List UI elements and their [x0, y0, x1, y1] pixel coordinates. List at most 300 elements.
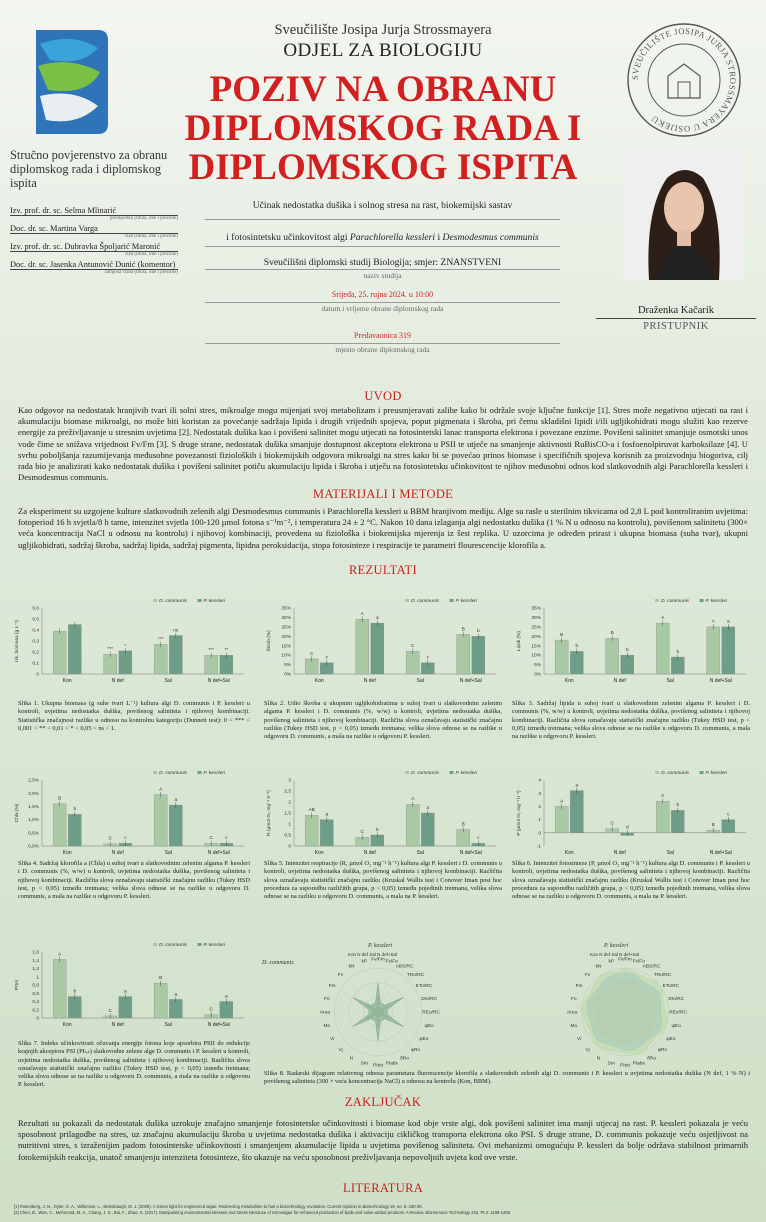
study-label: naziv studija — [363, 271, 402, 280]
bar — [555, 806, 568, 832]
significance-label: B — [58, 796, 62, 802]
radar-legend — [348, 952, 397, 957]
university-name: Sveučilište Josipa Jurja Strossmayera — [274, 22, 492, 38]
y-axis-label: Uk. biomasa (g L⁻¹) — [15, 620, 20, 662]
legend-label: P. kessleri — [705, 599, 728, 604]
bar — [53, 804, 66, 846]
title-text: i fotosintetsku učinkovitost algi — [226, 232, 350, 243]
y-axis-label: Lipidi (%) — [517, 631, 522, 651]
x-tick-label: Kon — [314, 678, 324, 684]
significance-label: C — [108, 836, 112, 842]
significance-label: AB — [308, 808, 315, 814]
chart-biomass — [10, 596, 250, 688]
bar — [621, 655, 634, 674]
significance-label: c — [477, 836, 480, 842]
bar — [169, 999, 182, 1018]
significance-label: b — [676, 649, 680, 655]
reference-2: [2] Chen, B., Wan, C., Mehmood, M. A., Chang, J. S., Bai, F., Zhao, X. (2017). Manipulating environmental stresses and stress tolerance of microalgae for enhanced production of lipids and value-added products: A Review. Bioresource Technology 244, Pt 2: 1198-1206. — [14, 1210, 512, 1216]
caption-3: Slika 3. Sadržaj lipida u suhoj tvari u slatkovodnim zelenim algama P. kessleri i D. communis (%, w/w) u kontroli, uvjetima nedostatka dušika, povišenog saliniteta i njihovoj kombinaciji. Različita slova označavaju statistički značajnu razliku (Tukey HSD test, p < 0,05) između tretmana; velika slova odnose se na razlike u odgovoru D. communis, a mala na razlike u odgovoru P. kessleri. — [512, 700, 750, 741]
y-axis-label: R (µmol O₂ mg⁻¹ h⁻¹) — [267, 790, 272, 836]
study-program: Sveučilišni diplomski studij Biologija; smjer: ZNANSTVENI — [205, 247, 560, 270]
radar-spoke-label: ψEo — [671, 1024, 681, 1030]
member-4 — [10, 260, 178, 275]
bar — [421, 813, 434, 846]
y-axis-label: Chla (%) — [15, 803, 20, 823]
defense-datetime: Srijeda, 25. rujna 2024. u 10:00 — [205, 280, 560, 303]
chart-chlorophyll — [10, 768, 250, 860]
radar-legend-item: Kon — [590, 952, 599, 957]
radar-spoke-label: PIabs — [632, 1061, 645, 1067]
radar-spoke-label: Vj — [338, 1047, 343, 1053]
legend-swatch — [405, 599, 409, 602]
bar — [656, 801, 669, 833]
y-tick-label: 15% — [531, 644, 541, 650]
bar — [53, 631, 66, 674]
y-tick-label: 1,0% — [28, 818, 39, 824]
seal-text: SVEUČILIŠTE JOSIPA JURJA STROSSMAYERA U OSIJEKU — [629, 25, 739, 135]
caption-2: Slika 2. Udio škroba u ukupnim ugljikohidratima u suhoj tvari u slatkovodnim zelenim algama P. kessleri i D. communis (%, w/w) u kontroli, uvjetima nedostatka dušika, povišenog saliniteta i njihovoj kombinaciji. Različita slova označavaju statistički značajnu razliku (Tukey HSD test, p < 0,05) između tretmana; velika slova odnose se na razlike u odgovoru D. communis, a mala na razlike u odgovoru P. kessleri. — [264, 700, 502, 741]
legend-label: P. kessleri — [705, 771, 728, 776]
x-tick-label: N def — [613, 678, 626, 684]
y-axis-label: PItot — [15, 980, 20, 990]
x-tick-label: Sal — [164, 850, 172, 856]
legend-label: P. kessleri — [203, 599, 226, 604]
radar-spoke-label: δRo — [647, 1056, 656, 1062]
bar — [320, 820, 333, 846]
significance-label: a — [174, 797, 178, 803]
legend-label: P. kessleri — [203, 943, 226, 948]
radar-spoke-label: TRo/RC — [406, 973, 425, 979]
radar-spoke-label: φRo — [657, 1047, 668, 1053]
committee-heading: Stručno povjerenstvo za obranu diplomskog rada i diplomskog ispita — [10, 148, 168, 190]
significance-label: d — [625, 825, 629, 831]
y-tick-label: 3 — [538, 791, 541, 797]
legend-swatch — [153, 599, 157, 602]
radar-spoke-label: Fm — [328, 984, 336, 989]
x-tick-label: N def — [111, 678, 124, 684]
x-tick-label: Kon — [314, 850, 324, 856]
section-zakljucak-title: ZAKLJUČAK — [344, 1095, 422, 1109]
bar — [154, 983, 167, 1018]
y-tick-label: 1,4 — [32, 958, 39, 964]
radar-spoke-label: ETo/RC — [415, 984, 433, 989]
y-tick-label: 0 — [36, 672, 39, 678]
x-tick-label: Sal — [164, 678, 172, 684]
bar — [356, 619, 369, 674]
y-tick-label: 5% — [284, 663, 291, 669]
y-tick-label: 20% — [281, 634, 291, 640]
significance-label: a — [726, 619, 730, 625]
significance-label: a — [325, 812, 329, 818]
thesis-title-line-2 — [205, 220, 560, 247]
significance-label: b — [575, 644, 579, 650]
legend-label: D. communis — [411, 599, 440, 604]
x-tick-label: Sal — [666, 678, 674, 684]
radar-spoke-label: N — [349, 1056, 354, 1062]
legend-label: D. communis — [159, 599, 188, 604]
y-tick-label: 2,5% — [28, 778, 39, 784]
bar — [119, 651, 132, 674]
radar-chart-dcommunis — [258, 940, 498, 1068]
bar — [205, 655, 218, 674]
significance-label: A — [711, 619, 715, 625]
radar-spoke-label: Vi — [330, 1037, 335, 1042]
significance-label: a — [123, 989, 127, 995]
y-tick-label: 15% — [281, 644, 291, 650]
significance-label: C — [410, 644, 415, 650]
legend-label: D. communis — [661, 771, 690, 776]
legend-swatch — [198, 599, 202, 602]
bar — [406, 804, 419, 846]
x-tick-label: Kon — [564, 850, 574, 856]
significance-label: A — [661, 793, 665, 799]
bar — [371, 623, 384, 674]
radar-spoke-label: Area — [566, 1010, 578, 1016]
radar-spoke-label: φRo — [410, 1047, 421, 1053]
significance-label: a — [174, 992, 178, 998]
significance-label: b — [73, 807, 77, 813]
bar — [555, 640, 568, 674]
radar-spoke-label: PItot — [373, 1063, 383, 1068]
y-tick-label: 25% — [531, 625, 541, 631]
radar-spoke-label: Fv — [337, 973, 344, 979]
y-axis-label: P (µmol O₂ mg⁻¹ h⁻¹) — [517, 790, 522, 836]
department-name: ODJEL ZA BIOLOGIJU — [283, 40, 483, 61]
radar-legend-item: N def+Sal — [619, 952, 639, 957]
member-name: Izv. prof. dr. sc. Dubravka Špoljarić Maronić — [10, 242, 178, 252]
significance-label: C — [209, 836, 213, 842]
bar — [305, 815, 318, 846]
y-tick-label: 0,4 — [32, 1000, 39, 1006]
significance-label: C — [108, 1008, 112, 1014]
significance-label: b — [73, 989, 77, 995]
radar-spoke-label: TRo/RC — [653, 973, 672, 979]
bar — [68, 814, 81, 846]
significance-label: A — [661, 615, 665, 621]
bar — [406, 651, 419, 674]
section-zakljucak-text: Rezultati su pokazali da nedostatak dušika uzrokuje značajno smanjenje fotosintetske učinkovitosti i biomase kod obje vrste algi, dok povišeni salinitet ima manji utjecaj na rast. P. kessleri pokazala je veću sposobnost prilagodbe na stres, uz značajnu akumulaciju škroba u uvjetima nedostatka dušika i aktivaciju cikličkog transporta elektrona oko PSI. S druge strane, D. communis pokazuje veću osjetljivost na nutritivni stres, s izraženijim padom fotosintetske učinkovitosti i smanjenjem akumulacije lipida u uvjetima povišenog saliniteta. Ovi mehanizmi omogućuju P. kessleri da bolje održava stabilnost primarnih fotokemijskih reakcija, unatoč smanjenju intenziteta fotosinteze, što ukazuje na veću sposobnost preživljavanja nepovoljnih uvjeta kod ove vrste. — [18, 1118, 748, 1162]
legend-label: D. communis — [159, 943, 188, 948]
datetime-label: datum i vrijeme obrane diplomskog rada — [321, 304, 444, 313]
significance-label: a — [575, 783, 579, 789]
y-tick-label: 0 — [538, 831, 541, 837]
invitation-title-line-1: POZIV NA OBRANU — [209, 69, 557, 110]
legend-label: D. communis — [661, 599, 690, 604]
radar-spoke-label: Fo — [324, 996, 330, 1002]
section-uvod-text: Kao odgovor na nedostatak hranjivih tvari ili solni stres, mikroalge mogu mijenjati svoj metabolizam i preusmjeravati zalihe kako bi održale svoje ključne funkcije [1]. Stres može negativno utjecati na rast i akumulaciju biomase mikroalgi, no može biti koristan za povećanje sadržaja lipida i drugih vrijednih spojeva, poput pigmenata i škroba, pri čemu skladišni lipidi i/ili ugljikohidrati mogu služiti kao rezerve energije za preživljavanje u stresnim uvjetima [2]. Nedostatak dušika kao i povišeni salinitet mogu utjecati na fotosintetski lanac transporta elektrona i povezane enzime. Povišeni salinitet smanjuje osmotski unos vode čime se snižava vrijednost Fv/Fm [3]. S druge strane, nedostatak dušika smanjuje dostupnost akceptora elektrona u PSII te utječe na smanjenje aktivnosti RuBisCO-a i fosfoenolpiruvat karboksilaze [4]. U svrhu poboljšanja razumijevanja međusobne povezanosti fizioloških i biokemijskih odgovora mikroalgi na stres kako bi se povećao prinos biomase i specifičnih spojeva korisnih za proizvodnju biogoriva, cilj rada bio je analizirati kako nedostatak dušika i povišeni salinitet potiču akumulaciju lipida i škroba i utječu na fotosintetsku učinkovitost te njihov međusobni odnos kod slatkovodnih algi Parachlorella kessleri i Desmodesmus communis. — [18, 405, 748, 483]
bar — [457, 634, 470, 674]
significance-label: a — [426, 805, 430, 811]
radar-spoke-label: PItot — [620, 1063, 630, 1068]
x-tick-label: N def+Sal — [459, 850, 482, 856]
x-tick-label: N def — [613, 850, 626, 856]
radar-spoke-label: Fv/Fo — [632, 959, 645, 965]
bar — [570, 791, 583, 833]
significance-label: C — [309, 651, 314, 657]
radar-spoke-label: REo/RC — [669, 1010, 687, 1016]
y-tick-label: 1 — [538, 818, 541, 824]
member-3 — [10, 242, 178, 257]
y-tick-label: 1,2 — [32, 967, 39, 973]
y-tick-label: 0,0% — [28, 844, 39, 850]
species-1: Parachlorella kessleri — [349, 232, 436, 243]
legend-swatch — [450, 599, 454, 602]
significance-label: ns — [173, 628, 179, 634]
radar-spoke-label: ETo/RC — [662, 984, 680, 989]
chart-respiration — [262, 768, 502, 860]
bar — [220, 655, 233, 674]
significance-label: b — [676, 803, 680, 809]
x-tick-label: Kon — [564, 678, 574, 684]
radar-spoke-label: Sm — [607, 1061, 615, 1067]
bar — [169, 636, 182, 675]
y-tick-label: 10% — [281, 653, 291, 659]
radar-title-right: P. kessleri — [604, 943, 629, 949]
radar-title-left: D. communis — [262, 960, 294, 966]
chart-photosynthesis — [512, 768, 752, 860]
x-tick-label: N def+Sal — [207, 1022, 230, 1028]
radar-title-mid: P. kessleri — [368, 943, 393, 949]
y-tick-label: 35% — [281, 606, 291, 612]
radar-spoke-label: ABS/RC — [395, 964, 414, 970]
radar-spoke-label: ABS/RC — [642, 964, 661, 970]
bar — [707, 627, 720, 674]
legend-swatch — [700, 771, 704, 774]
x-tick-label: N def — [363, 678, 376, 684]
section-uvod-title: UVOD — [364, 389, 402, 403]
radar-spoke-label: kP — [608, 959, 615, 965]
legend-swatch — [700, 599, 704, 602]
significance-label: c — [225, 836, 228, 842]
radar-spoke-label: Mo — [323, 1024, 331, 1030]
defense-room: Predavaonica 319 — [205, 313, 560, 344]
university-seal — [624, 20, 744, 140]
reference-1: [1] Rosenberg, J. N., Oyler, G. A., Wilkinson, L., Betenbaugh, M. J. (2008). A Green light for engineered algae: Redirecting metabolism to fuel a biotechnology revolution. Current Opinion in Biotechnology 19, no. 5: 430-36. — [14, 1204, 423, 1209]
y-tick-label: 0 — [288, 844, 291, 850]
references — [14, 1204, 754, 1216]
bar — [472, 636, 485, 674]
radar-chart-pkessleri — [500, 940, 750, 1068]
radar-legend — [590, 952, 639, 957]
y-tick-label: 2 — [538, 805, 541, 810]
radar-spoke-label: Vj — [585, 1047, 590, 1053]
significance-label: b — [375, 827, 379, 833]
x-tick-label: Sal — [416, 678, 424, 684]
y-tick-label: 0,5% — [28, 831, 39, 837]
legend-swatch — [405, 771, 409, 774]
significance-label: A — [360, 612, 364, 618]
bar — [154, 795, 167, 846]
x-tick-label: N def — [111, 1022, 124, 1028]
caption-5: Slika 5. Intenzitet respiracije (R, µmol O₂ mg⁻¹ h⁻¹) kultura algi P. kessleri i D. communis u kontroli, uvjetima nedostatka dušika, povišenog saliniteta i njihovoj kombinaciji. Različita slova označavaju statistički značajnu razliku (Kruskal Wallis test i Conover Iman post hoc procedura za usporedbu različitih grupa, p < 0,05) između pojedinih tretmana, velika slova odnose se na razliku u odgovoru D. communis, a mala na P. kessleri. — [264, 860, 502, 901]
significance-label: a — [375, 615, 379, 621]
y-tick-label: 0,2 — [32, 650, 39, 656]
bar — [722, 627, 735, 674]
y-tick-label: -1 — [536, 844, 541, 850]
member-name: Doc. dr. sc. Jasenka Antunović Dunić (komentor) — [10, 260, 178, 270]
chart-lipids — [512, 596, 752, 688]
caption-6: Slika 6. Intenzitet fotosinteze (P, µmol O₂ mg⁻¹ h⁻¹) kultura algi D. communis i P. kessleri u kontroli, uvjetima nedostatka dušika, povišenog saliniteta i njihovoj kombinaciji. Različita slova označavaju statistički značajnu razliku (Kruskal Wallis test i Conover Iman post hoc procedura za usporedbu različitih grupa, p < 0,05) između pojedinih tretmana, velika slova odnose se na razliku u odgovoru D. communis, a mala na P. kessleri. — [512, 860, 750, 901]
bar — [671, 810, 684, 832]
y-tick-label: 0,6 — [32, 606, 39, 612]
radar-spoke-label: Fo — [571, 996, 577, 1002]
radar-spoke-label: Fv/Fo — [385, 959, 398, 965]
y-tick-label: 20% — [531, 634, 541, 640]
significance-label: C — [209, 1007, 213, 1013]
y-tick-label: 0,3 — [32, 639, 39, 645]
member-name: Izv. prof. dr. sc. Selma Mlinarić — [10, 206, 178, 216]
radar-legend-item: Sal — [369, 952, 376, 957]
significance-label: A — [159, 787, 163, 793]
significance-label: ** — [224, 648, 229, 654]
section-literatura-title: LITERATURA — [342, 1181, 424, 1195]
y-tick-label: 0,6 — [32, 991, 39, 997]
y-tick-label: 30% — [531, 616, 541, 622]
radar-spoke-label: kP — [361, 959, 368, 965]
legend-label: P. kessleri — [455, 771, 478, 776]
radar-spoke-label: N — [596, 1056, 601, 1062]
radar-spoke-label: Sm — [360, 1061, 368, 1067]
bar — [154, 644, 167, 674]
x-tick-label: N def+Sal — [207, 678, 230, 684]
bar — [169, 805, 182, 846]
member-role: predsjednik (titula, ime i prezime) — [109, 216, 178, 221]
member-1 — [10, 206, 178, 221]
radar-spoke-label: Fv/Fm — [371, 957, 385, 963]
y-tick-label: 0,5 — [284, 833, 291, 839]
title-text: i — [435, 232, 443, 243]
significance-label: *** — [208, 648, 214, 654]
significance-label: C — [360, 830, 364, 836]
y-tick-label: 1 — [288, 822, 291, 828]
radar-spoke-label: Mo — [570, 1024, 578, 1030]
legend-label: P. kessleri — [203, 771, 226, 776]
committee-list — [10, 206, 178, 275]
significance-label: A — [58, 952, 62, 958]
y-tick-label: 1,5% — [28, 805, 39, 810]
member-role: član (titula, ime i prezime) — [124, 234, 178, 239]
bar — [570, 651, 583, 674]
y-tick-label: 0% — [534, 672, 541, 678]
bar — [68, 625, 81, 675]
radar-spoke-label: φEo — [666, 1037, 676, 1042]
significance-label: *** — [107, 647, 113, 653]
y-tick-label: 5% — [534, 663, 541, 669]
section-metode-text: Za eksperiment su uzgojene kulture slatkovodnih zelenih algi Desmodesmus communis i Parachlorella kessleri u BBM hranjivom mediju. Alge su rasle u sterilnim tikvicama od 2,8 L pod kontroliranim uvjetima: fotoperiod 16 h svjetla/8 h tame, intenzitet svjetla 100-120 µmol fotona s⁻¹m⁻², i temperatura 24 ± 2 °C. Nakon 10 dana izlaganja algi nedostatku dušika (1 % N u odnosu na kontrolu), povišenom salinitetu (300× veća koncentracija NaCl u odnosu na kontrolu) i njihovoj kombinaciji, provedena su fiziološka i biokemijska mjerenja iz šest replika. U uzorcima je određen prirast i ukupna biomasa (suha tvar), ukupni ugljikohidrati, sadržaj škroba, sadržaj lipida, sadržaj pigmenta, lipidna peroksidacija, stopa fotosinteze i respiracije te parametri flourescencije klorofila a. — [18, 506, 748, 550]
significance-label: C — [610, 821, 614, 827]
y-tick-label: 1 — [36, 975, 39, 981]
section-metode-title: MATERIJALI I METODE — [312, 487, 454, 501]
y-tick-label: 0 — [36, 1016, 39, 1022]
radar-spoke-label: Fv — [584, 973, 591, 979]
y-tick-label: 2,0% — [28, 791, 39, 797]
member-role: član (titula, ime i prezime) — [124, 252, 178, 257]
bar — [68, 997, 81, 1018]
significance-label: B — [610, 631, 614, 637]
significance-label: b — [476, 629, 480, 635]
legend-swatch — [153, 943, 157, 946]
legend-label: D. communis — [411, 771, 440, 776]
x-tick-label: Kon — [62, 1022, 72, 1028]
radar-legend-item: N def — [599, 952, 611, 957]
member-2 — [10, 224, 178, 239]
significance-label: c — [325, 655, 329, 661]
legend-swatch — [153, 771, 157, 774]
y-tick-label: 35% — [531, 606, 541, 612]
y-tick-label: 0,8 — [32, 983, 39, 989]
radar-spoke-label: Fm — [575, 984, 583, 989]
legend-swatch — [655, 599, 659, 602]
room-label: mjesto obrane diplomskog rada — [335, 345, 430, 354]
invitation-title-line-2: DIPLOMSKOG RADA I — [184, 108, 582, 149]
x-tick-label: N def — [363, 850, 376, 856]
y-tick-label: 2 — [288, 800, 291, 806]
significance-label: c — [426, 655, 430, 661]
thesis-title-line-1: Učinak nedostatka dušika i solnog stresa na rast, biokemijski sastav — [205, 200, 560, 220]
radar-spoke-label: Fv/Fm — [618, 957, 632, 963]
x-tick-label: N def+Sal — [459, 678, 482, 684]
caption-8: Slika 8. Radarski dijagram relativnog odnosa parametara fluorescencije klorofila a slatkovodnih zelenih algi D. communis i P. kessleri u uvjetima nedostatka dušika (N def, 1 % N) i povišenog saliniteta (300 × veća koncentracija NaCl) u odnosu na kontrolu (Kon, BBM). — [264, 1070, 750, 1086]
radar-spoke-label: φEo — [419, 1037, 429, 1042]
y-tick-label: 0,1 — [32, 661, 39, 667]
y-tick-label: 0% — [284, 672, 291, 678]
caption-4: Slika 4. Sadržaj klorofila a (Chla) u suhoj tvari u slatkovodnim zelenim algama P. kessleri i D. communis (%, w/w) u kontroli, uvjetima nedostatka dušika, povišenog saliniteta i njihovoj kombinaciji. Različita slova označavaju statistički značajnu razliku (Tukey HSD test, p < 0,05) između tretmana; velika slova odnose se na razlike u odgovoru D. communis, a mala na razlike u odgovoru P. kessleri. — [18, 860, 250, 901]
legend-label: D. communis — [159, 771, 188, 776]
y-tick-label: 3 — [288, 778, 291, 784]
significance-label: a — [224, 994, 228, 1000]
thesis-info — [205, 200, 560, 354]
bar — [656, 623, 669, 674]
significance-label: *** — [157, 637, 164, 643]
member-role: zamjena člana (titula, ime i prezime) — [104, 270, 178, 275]
x-tick-label: N def+Sal — [709, 678, 732, 684]
y-tick-label: 25% — [281, 625, 291, 631]
x-tick-label: Sal — [164, 1022, 172, 1028]
candidate-name: Draženka Kačarik — [596, 305, 756, 319]
candidate-photo — [623, 150, 744, 280]
x-tick-label: Kon — [62, 678, 72, 684]
species-2: Desmodesmus communis — [442, 232, 539, 243]
legend-swatch — [198, 943, 202, 946]
radar-spoke-label: Vi — [577, 1037, 582, 1042]
legend-swatch — [655, 771, 659, 774]
significance-label: B — [560, 632, 564, 638]
y-tick-label: 0,2 — [32, 1008, 39, 1014]
member-name: Doc. dr. sc. Martina Varga — [10, 224, 178, 234]
bar — [104, 654, 117, 674]
x-tick-label: Sal — [666, 850, 674, 856]
radar-legend-item: Kon — [348, 952, 357, 957]
x-tick-label: N def — [111, 850, 124, 856]
y-tick-label: 2,5 — [284, 789, 291, 795]
x-tick-label: Sal — [416, 850, 424, 856]
y-tick-label: 0,4 — [32, 628, 39, 634]
y-tick-label: 30% — [281, 616, 291, 622]
legend-label: P. kessleri — [455, 599, 478, 604]
chart-pitot — [10, 940, 250, 1032]
y-axis-label: Škrob (%) — [267, 630, 272, 652]
significance-label: c — [727, 812, 730, 818]
radar-spoke-label: Area — [319, 1010, 331, 1016]
significance-label: * — [124, 643, 127, 649]
bar — [119, 997, 132, 1018]
radar-spoke-label: kN — [348, 964, 355, 970]
radar-spoke-label: DIo/RC — [668, 996, 685, 1002]
significance-label: A — [560, 799, 564, 805]
y-tick-label: 1,5 — [284, 811, 291, 817]
radar-legend-item: Sal — [611, 952, 618, 957]
y-tick-label: 0,5 — [32, 617, 39, 623]
